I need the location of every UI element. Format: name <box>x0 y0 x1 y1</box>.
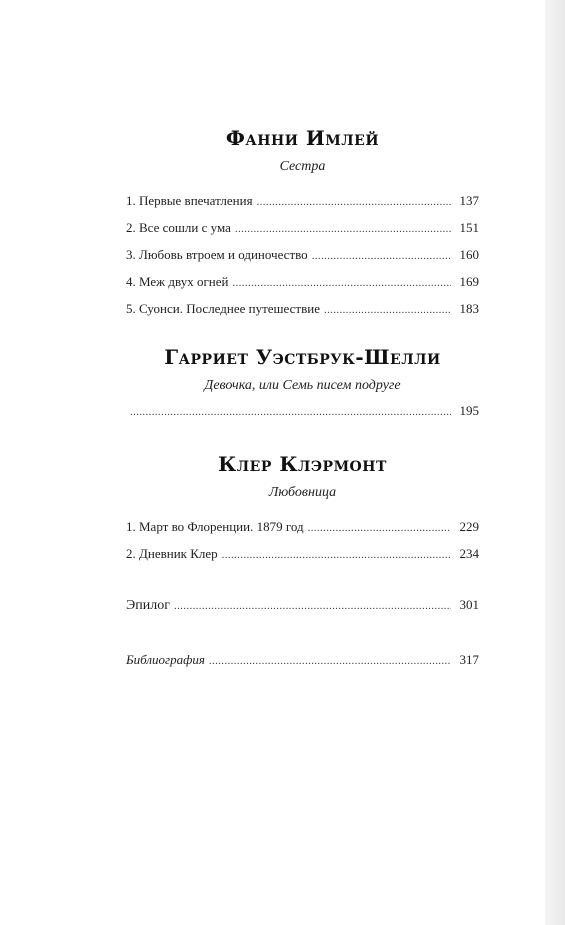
toc-list <box>126 646 479 673</box>
toc-entry[interactable] <box>126 241 479 268</box>
toc-page-number: 234 <box>459 546 479 561</box>
toc-page-number: 183 <box>459 301 479 316</box>
toc-entry-label: Эпилог <box>126 598 170 613</box>
toc-entry-label: 5. Суонси. Последнее путешествие <box>126 301 320 316</box>
toc-entry-label: 4. Меж двух огней <box>126 274 229 289</box>
section-title: Гарриет Уэстбрук-Шелли <box>164 345 441 369</box>
toc-page-number: 160 <box>459 247 479 262</box>
toc-page-number: 151 <box>459 220 479 235</box>
page-edge-shadow <box>545 0 565 925</box>
toc-entry[interactable] <box>126 295 479 322</box>
section-title: Клер Клэрмонт <box>218 452 387 476</box>
dot-leader <box>130 399 451 426</box>
toc-page-number: 137 <box>459 193 479 208</box>
dot-leader <box>174 593 451 620</box>
section-subtitle: Девочка, или Семь писем подруге <box>204 378 401 393</box>
toc-entry[interactable] <box>126 214 479 241</box>
toc-page-number: 195 <box>459 403 479 418</box>
dot-leader <box>308 515 451 542</box>
toc-entry-epilogue[interactable] <box>126 591 479 618</box>
section-subtitle: Любовница <box>268 485 337 500</box>
toc-list <box>126 397 479 424</box>
dot-leader <box>222 542 451 569</box>
toc-list <box>126 591 479 618</box>
toc-section-fanny <box>126 126 479 322</box>
dot-leader <box>232 270 451 297</box>
toc-entry-label: Библиография <box>126 652 205 667</box>
toc-entry[interactable] <box>126 397 479 424</box>
toc-section-claire <box>126 452 479 567</box>
toc-entry-label: 1. Март во Флоренции. 1879 год <box>126 519 304 534</box>
toc-page-number: 229 <box>459 519 479 534</box>
toc-entry-bibliography[interactable] <box>126 646 479 673</box>
toc-section-harriet <box>126 345 479 424</box>
section-title: Фанни Имлей <box>225 126 380 150</box>
dot-leader <box>324 297 451 324</box>
toc-entry-label: 1. Первые впечатления <box>126 193 253 208</box>
toc-page-number: 169 <box>459 274 479 289</box>
dot-leader <box>257 189 451 216</box>
toc-section-bibliography <box>126 646 479 673</box>
toc-section-epilogue <box>126 591 479 618</box>
toc-page-number: 317 <box>459 652 479 667</box>
toc-entry-label: 3. Любовь втроем и одиночество <box>126 247 308 262</box>
toc-list <box>126 513 479 567</box>
toc-entry-label: 2. Дневник Клер <box>126 546 218 561</box>
toc-entry[interactable] <box>126 540 479 567</box>
dot-leader <box>209 648 451 675</box>
dot-leader <box>312 243 451 270</box>
toc-entry[interactable] <box>126 187 479 214</box>
toc-entry-label: 2. Все сошли с ума <box>126 220 231 235</box>
toc-page-number: 301 <box>459 597 479 612</box>
toc-list <box>126 187 479 322</box>
dot-leader <box>235 216 451 243</box>
toc-entry[interactable] <box>126 513 479 540</box>
section-subtitle: Сестра <box>279 159 326 174</box>
toc-entry[interactable] <box>126 268 479 295</box>
